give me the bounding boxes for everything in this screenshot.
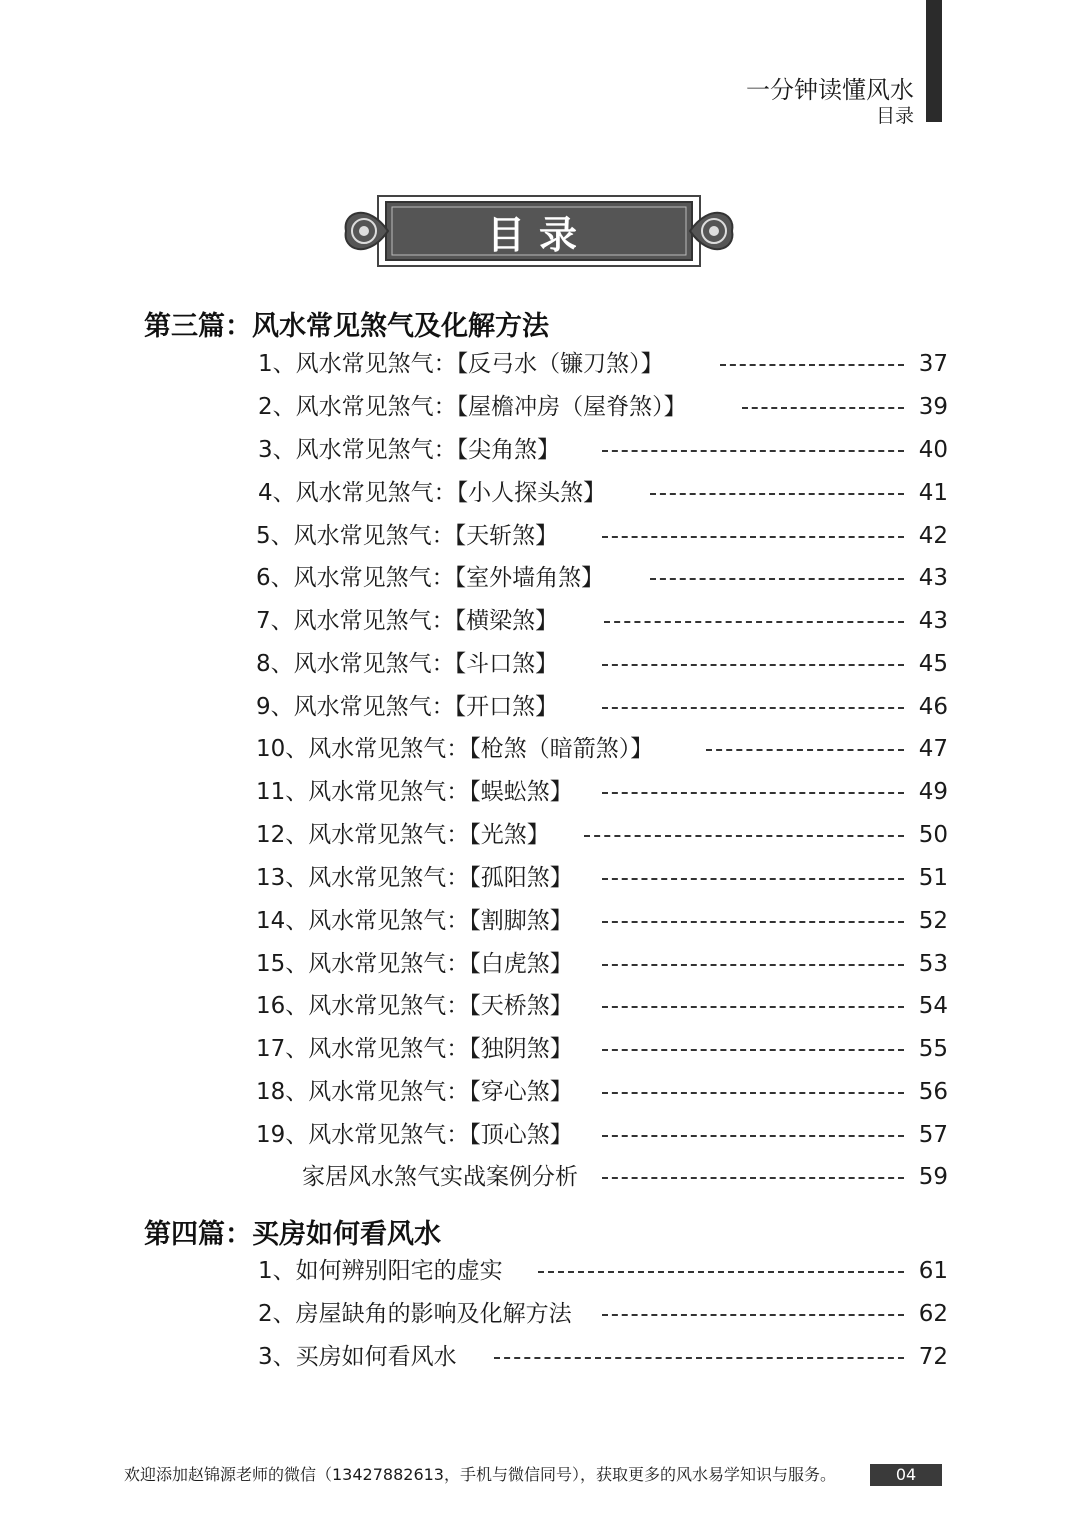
dotted-leader (720, 364, 904, 366)
dotted-leader (706, 749, 904, 751)
toc-entry-label: 15、风水常见煞气：【白虎煞】 (256, 951, 573, 977)
toc-entry-label: 1、风水常见煞气：【反弓水（镰刀煞）】 (258, 351, 664, 377)
banner-title: 目录 (486, 212, 591, 257)
toc-entry-page: 61 (918, 1258, 948, 1284)
toc-entry-page: 53 (918, 951, 948, 977)
toc-entry-page: 42 (918, 523, 948, 549)
dotted-leader (602, 964, 904, 966)
dotted-leader (538, 1271, 904, 1273)
toc-entry-page: 49 (918, 779, 948, 805)
dotted-leader (602, 1135, 904, 1137)
toc-entry-label: 家居风水煞气实战案例分析 (302, 1164, 578, 1190)
toc-entry-page: 37 (918, 351, 948, 377)
toc-entry[interactable] (0, 560, 1080, 596)
toc-entry-label: 13、风水常见煞气：【孤阳煞】 (256, 865, 573, 891)
toc-entry-label: 2、风水常见煞气：【屋檐冲房（屋脊煞）】 (258, 394, 687, 420)
toc-entry-page: 43 (918, 565, 948, 591)
dotted-leader (742, 407, 904, 409)
toc-entry-label: 6、风水常见煞气：【室外墙角煞】 (256, 565, 605, 591)
toc-entry[interactable] (0, 774, 1080, 810)
section-title-4: 第四篇：买房如何看风水 (144, 1219, 441, 1250)
toc-entry-page: 52 (918, 908, 948, 934)
book-title: 一分钟读懂风水 (746, 76, 914, 104)
toc-entry[interactable] (0, 817, 1080, 853)
toc-entry-page: 56 (918, 1079, 948, 1105)
header-subtitle: 目录 (875, 105, 914, 127)
dotted-leader (602, 450, 904, 452)
toc-entry[interactable] (0, 946, 1080, 982)
toc-entry-page: 72 (918, 1344, 948, 1370)
toc-entry-page: 46 (918, 694, 948, 720)
dotted-leader (602, 1006, 904, 1008)
dotted-leader (602, 921, 904, 923)
toc-entry[interactable] (0, 518, 1080, 554)
toc-entry-page: 50 (918, 822, 948, 848)
toc-entry-label: 12、风水常见煞气：【光煞】 (256, 822, 550, 848)
toc-entry-page: 45 (918, 651, 948, 677)
toc-entry-label: 11、风水常见煞气：【蜈蚣煞】 (256, 779, 573, 805)
toc-entry[interactable] (0, 603, 1080, 639)
dotted-leader (602, 1049, 904, 1051)
dotted-leader (604, 621, 904, 623)
toc-entry-label: 10、风水常见煞气：【枪煞（暗箭煞）】 (256, 736, 654, 762)
dotted-leader (650, 578, 904, 580)
toc-entry[interactable] (0, 346, 1080, 382)
toc-entry-label: 16、风水常见煞气：【天桥煞】 (256, 993, 573, 1019)
dotted-leader (650, 493, 904, 495)
header-accent-bar (926, 0, 942, 122)
toc-banner (338, 192, 740, 270)
dotted-leader (602, 1092, 904, 1094)
dotted-leader (584, 835, 904, 837)
dotted-leader (602, 878, 904, 880)
toc-entry-page: 41 (918, 480, 948, 506)
toc-entry-label: 3、买房如何看风水 (258, 1344, 457, 1370)
toc-entry[interactable] (0, 475, 1080, 511)
toc-entry-page: 39 (918, 394, 948, 420)
dotted-leader (602, 792, 904, 794)
dotted-leader (602, 1314, 904, 1316)
toc-entry[interactable] (0, 1031, 1080, 1067)
dotted-leader (494, 1357, 904, 1359)
toc-entry-label: 19、风水常见煞气：【顶心煞】 (256, 1122, 573, 1148)
toc-entry-label: 17、风水常见煞气：【独阴煞】 (256, 1036, 573, 1062)
dotted-leader (602, 536, 904, 538)
toc-entry[interactable] (0, 1339, 1080, 1375)
dotted-leader (602, 707, 904, 709)
toc-entry-page: 55 (918, 1036, 948, 1062)
toc-entry-label: 8、风水常见煞气：【斗口煞】 (256, 651, 559, 677)
toc-entry-page: 54 (918, 993, 948, 1019)
toc-entry-label: 9、风水常见煞气：【开口煞】 (256, 694, 559, 720)
toc-entry-page: 59 (918, 1164, 948, 1190)
toc-entry-page: 51 (918, 865, 948, 891)
toc-entry-page: 43 (918, 608, 948, 634)
toc-entry[interactable] (0, 1296, 1080, 1332)
toc-entry-label: 7、风水常见煞气：【横梁煞】 (256, 608, 559, 634)
toc-entry-page: 47 (918, 736, 948, 762)
toc-entry[interactable] (0, 988, 1080, 1024)
page-number: 04 (870, 1464, 942, 1486)
toc-entry[interactable] (0, 646, 1080, 682)
footer-contact-text: 欢迎添加赵锦源老师的微信（13427882613，手机与微信同号），获取更多的风水易学知识与服务。 (124, 1465, 836, 1484)
toc-entry-page: 62 (918, 1301, 948, 1327)
toc-entry[interactable] (0, 1253, 1080, 1289)
toc-entry[interactable] (0, 389, 1080, 425)
toc-entry-label: 2、房屋缺角的影响及化解方法 (258, 1301, 572, 1327)
dotted-leader (602, 1177, 904, 1179)
toc-entry-label: 1、如何辨别阳宅的虚实 (258, 1258, 503, 1284)
toc-entry[interactable] (0, 903, 1080, 939)
toc-entry[interactable] (0, 1117, 1080, 1153)
toc-entry-label: 3、风水常见煞气：【尖角煞】 (258, 437, 561, 463)
toc-entry[interactable] (0, 1074, 1080, 1110)
dotted-leader (602, 664, 904, 666)
toc-entry-page: 40 (918, 437, 948, 463)
section-title-3: 第三篇：风水常见煞气及化解方法 (144, 311, 549, 342)
toc-entry-label: 4、风水常见煞气：【小人探头煞】 (258, 480, 607, 506)
toc-entry[interactable] (0, 731, 1080, 767)
toc-entry-label: 14、风水常见煞气：【割脚煞】 (256, 908, 573, 934)
toc-entry[interactable] (0, 860, 1080, 896)
toc-entry[interactable] (0, 689, 1080, 725)
toc-entry[interactable] (0, 432, 1080, 468)
toc-entry-label: 18、风水常见煞气：【穿心煞】 (256, 1079, 573, 1105)
toc-entry[interactable] (0, 1159, 1080, 1195)
toc-entry-label: 5、风水常见煞气：【天斩煞】 (256, 523, 559, 549)
toc-entry-page: 57 (918, 1122, 948, 1148)
